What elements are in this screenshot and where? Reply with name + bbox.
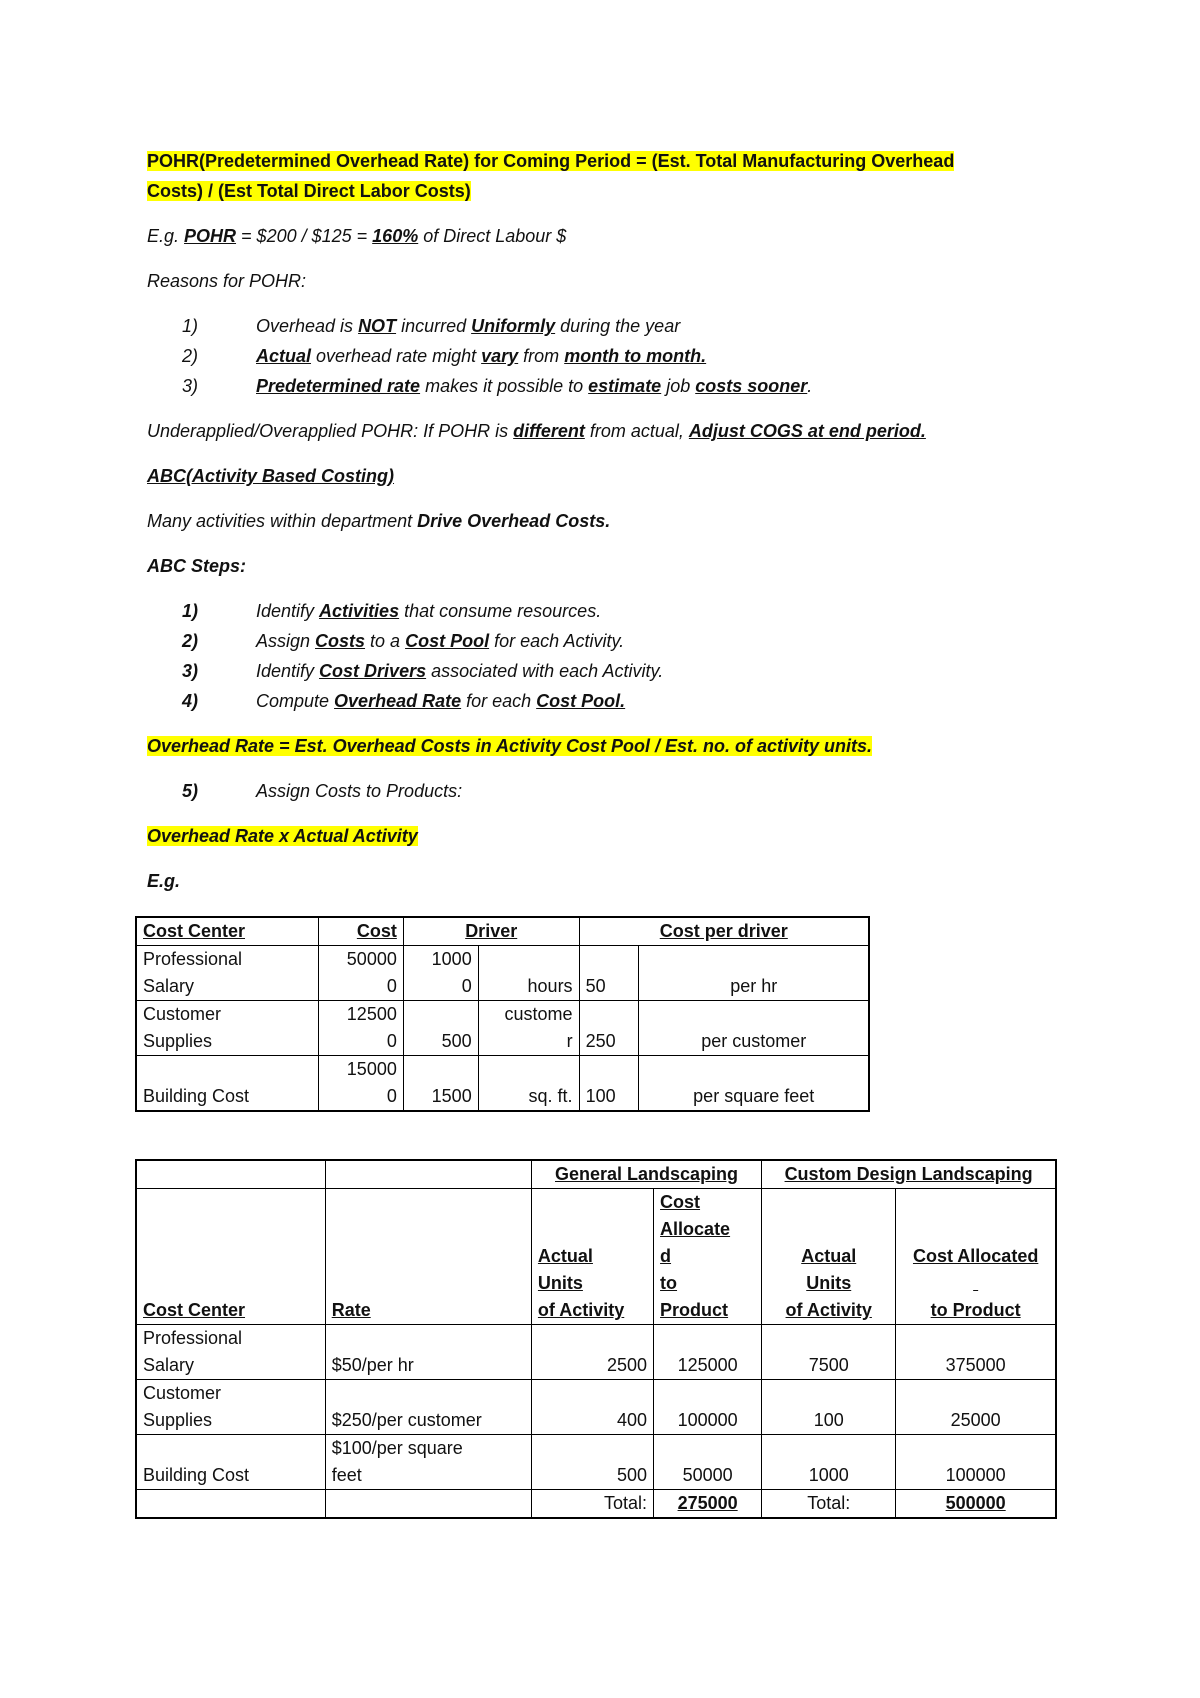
cell-driver-unit: custome r [478, 1001, 579, 1056]
cell-gl-actual: 500 [531, 1435, 653, 1490]
cell-driver-unit: hours [478, 946, 579, 1001]
cell-gl-cost: 125000 [654, 1325, 762, 1380]
cell-cd-actual: 1000 [762, 1435, 896, 1490]
cell-cost-center: Customer Supplies [136, 1380, 325, 1435]
cell-cost-center: Customer Supplies [136, 1001, 319, 1056]
cell-gl-actual: 2500 [531, 1325, 653, 1380]
pohr-heading-line1: POHR(Predetermined Overhead Rate) for Coming Period = (Est. Total Manufacturing Overhead [147, 151, 955, 171]
header-cost-center: Cost Center [136, 1189, 325, 1325]
abc-steps-title: ABC Steps: [147, 556, 247, 576]
table-total-row [136, 1490, 1056, 1519]
cell-cost-center: Professional Salary [136, 946, 319, 1001]
step-item: 3) Identify Cost Drivers associated with each Activity. [182, 661, 664, 681]
table-header-row [136, 917, 869, 946]
reason-item: 3) Predetermined rate makes it possible to estimate job costs sooner. [182, 376, 813, 396]
header-cd-cost-allocated: Cost Allocated to Product [896, 1189, 1056, 1325]
cell-cost: 15000 0 [319, 1056, 404, 1112]
header-gl-actual-units: Actual Units of Activity [531, 1189, 653, 1325]
cell-rate: $50/per hr [325, 1325, 531, 1380]
cell-cost-center: Professional Salary [136, 1325, 325, 1380]
table-row [136, 1380, 1056, 1435]
table-row [136, 1056, 869, 1112]
cell-rate-unit: per hr [639, 946, 869, 1001]
step-item: 1) Identify Activities that consume resources. [182, 601, 602, 621]
empty-cell [136, 1160, 325, 1189]
cell-driver-qty: 1000 0 [403, 946, 478, 1001]
table-group-header-row [136, 1160, 1056, 1189]
table-header-row [136, 1189, 1056, 1325]
cell-cd-actual: 100 [762, 1380, 896, 1435]
empty-cell [325, 1490, 531, 1519]
cost-allocation-table [135, 1159, 1057, 1519]
cell-gl-cost: 50000 [654, 1435, 762, 1490]
header-driver: Driver [403, 917, 579, 946]
header-cost-center: Cost Center [136, 917, 319, 946]
cell-cost-center: Building Cost [136, 1056, 319, 1112]
cell-gl-actual: 400 [531, 1380, 653, 1435]
step-item: 4) Compute Overhead Rate for each Cost Pool. [182, 691, 626, 711]
overhead-rate-actual: Overhead Rate x Actual Activity [147, 826, 418, 846]
overhead-rate-formula: Overhead Rate = Est. Overhead Costs in Activity Cost Pool / Est. no. of activity units. [147, 736, 873, 756]
gl-total-value: 275000 [654, 1490, 762, 1519]
cell-driver-unit: sq. ft. [478, 1056, 579, 1112]
header-custom-design-landscaping: Custom Design Landscaping [762, 1160, 1056, 1189]
step-item: 2) Assign Costs to a Cost Pool for each Activity. [182, 631, 625, 651]
header-general-landscaping: General Landscaping [531, 1160, 761, 1189]
underapplied-note: Underapplied/Overapplied POHR: If POHR is different from actual, Adjust COGS at end period. [147, 421, 926, 441]
reason-item: 1) Overhead is NOT incurred Uniformly during the year [182, 316, 681, 336]
cell-driver-qty: 1500 [403, 1056, 478, 1112]
cell-cd-cost: 25000 [896, 1380, 1056, 1435]
header-rate: Rate [325, 1189, 531, 1325]
cell-rate: 250 [579, 1001, 639, 1056]
cell-rate-unit: per customer [639, 1001, 869, 1056]
cell-cost: 50000 0 [319, 946, 404, 1001]
cell-cost: 12500 0 [319, 1001, 404, 1056]
empty-cell [136, 1490, 325, 1519]
cell-rate: 100 [579, 1056, 639, 1112]
cd-total-label: Total: [762, 1490, 896, 1519]
header-cd-actual-units: Actual Units of Activity [762, 1189, 896, 1325]
header-cost: Cost [319, 917, 404, 946]
table-row [136, 1325, 1056, 1380]
cell-cost-center: Building Cost [136, 1435, 325, 1490]
cell-rate: $100/per square feet [325, 1435, 531, 1490]
cell-rate: $250/per customer [325, 1380, 531, 1435]
cell-rate-unit: per square feet [639, 1056, 869, 1112]
pohr-heading-line2: Costs) / (Est Total Direct Labor Costs) [147, 181, 471, 201]
cell-cd-cost: 100000 [896, 1435, 1056, 1490]
cell-cd-actual: 7500 [762, 1325, 896, 1380]
header-gl-cost-allocated: Cost Allocate d to Product [654, 1189, 762, 1325]
header-cost-per-driver: Cost per driver [579, 917, 869, 946]
cell-gl-cost: 100000 [654, 1380, 762, 1435]
eg-label: E.g. [147, 871, 181, 891]
cd-total-value: 500000 [896, 1490, 1056, 1519]
cell-driver-qty: 500 [403, 1001, 478, 1056]
cell-rate: 50 [579, 946, 639, 1001]
step-item: 5) Assign Costs to Products: [182, 781, 463, 801]
table-row [136, 946, 869, 1001]
many-activities-note: Many activities within department Drive Overhead Costs. [147, 511, 611, 531]
gl-total-label: Total: [531, 1490, 653, 1519]
empty-cell [325, 1160, 531, 1189]
pohr-example: E.g. POHR = $200 / $125 = 160% of Direct Labour $ [147, 226, 567, 246]
cost-driver-table [135, 916, 870, 1112]
cell-cd-cost: 375000 [896, 1325, 1056, 1380]
table-row [136, 1001, 869, 1056]
reason-item: 2) Actual overhead rate might vary from month to month. [182, 346, 707, 366]
table-row [136, 1435, 1056, 1490]
reasons-title: Reasons for POHR: [147, 271, 307, 291]
abc-title: ABC(Activity Based Costing) [147, 466, 395, 486]
